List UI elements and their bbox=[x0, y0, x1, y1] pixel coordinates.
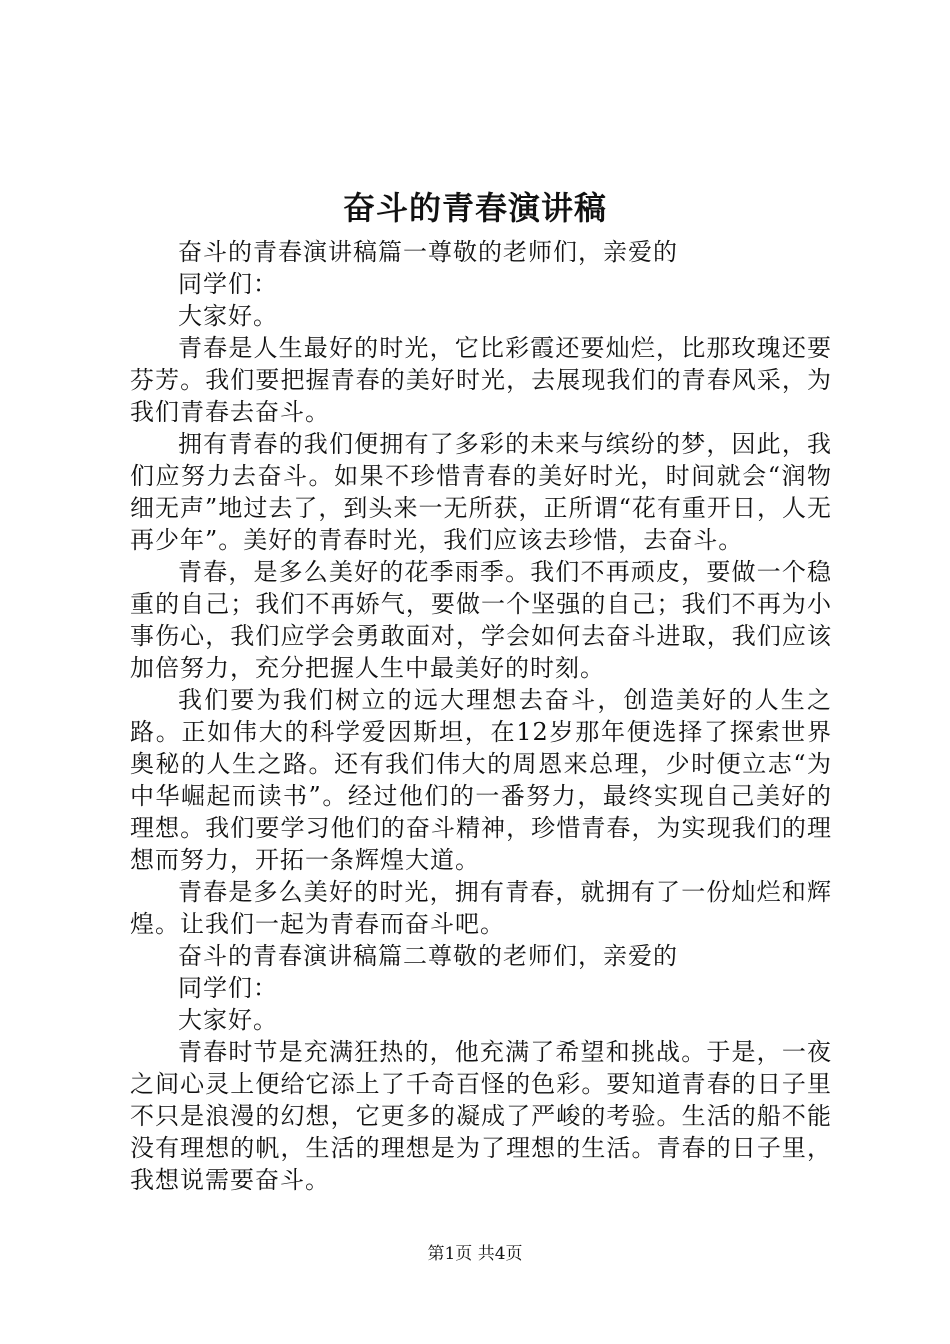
paragraph-6: 青春，是多么美好的花季雨季。我们不再顽皮，要做一个稳重的自己；我们不再娇气，要做一个坚强的自己；我们不再为小事伤心，我们应学会勇敢面对，学会如何去奋斗进取，我们应该加倍努力，充分把握人生中最美好的时刻。 bbox=[130, 558, 832, 682]
paragraph-4: 青春是人生最好的时光，它比彩霞还要灿烂，比那玫瑰还要芬芳。我们要把握青春的美好时光，去展现我们的青春风采，为我们青春去奋斗。 bbox=[130, 334, 832, 426]
document-title: 奋斗的青春演讲稿 bbox=[342, 189, 607, 227]
paragraph-5: 拥有青春的我们便拥有了多彩的未来与缤纷的梦，因此，我们应努力去奋斗。如果不珍惜青春的美好时光，时间就会“润物细无声”地过去了，到头来一无所获，正所谓“花有重开日，人无再少年”。美好的青春时光，我们应该去珍惜，去奋斗。 bbox=[130, 430, 832, 554]
document-body bbox=[130, 236, 832, 1196]
paragraph-8: 青春是多么美好的时光，拥有青春，就拥有了一份灿烂和辉煌。让我们一起为青春而奋斗吧。 bbox=[130, 878, 832, 938]
paragraph-2: 同学们： bbox=[178, 270, 278, 298]
paragraph-12: 青春时节是充满狂热的，他充满了希望和挑战。于是，一夜之间心灵上便给它添上了千奇百怪的色彩。要知道青春的日子里不只是浪漫的幻想，它更多的凝成了严峻的考验。生活的船不能没有理想的帆，生活的理想是为了理想的生活。青春的日子里，我想说需要奋斗。 bbox=[130, 1038, 832, 1194]
page-footer: 第1页 共4页 bbox=[427, 1244, 523, 1264]
paragraph-3: 大家好。 bbox=[178, 302, 278, 330]
paragraph-11: 大家好。 bbox=[178, 1006, 278, 1034]
paragraph-10: 同学们： bbox=[178, 974, 278, 1002]
paragraph-7: 我们要为我们树立的远大理想去奋斗，创造美好的人生之路。正如伟大的科学爱因斯坦，在12岁那年便选择了探索世界奥秘的人生之路。还有我们伟大的周恩来总理，少时便立志“为中华崛起而读书”。经过他们的一番努力，最终实现自己美好的理想。我们要学习他们的奋斗精神，珍惜青春，为实现我们的理想而努力，开拓一条辉煌大道。 bbox=[130, 686, 832, 874]
paragraph-1: 奋斗的青春演讲稿篇一尊敬的老师们，亲爱的 bbox=[178, 238, 678, 266]
paragraph-9: 奋斗的青春演讲稿篇二尊敬的老师们，亲爱的 bbox=[178, 942, 678, 970]
